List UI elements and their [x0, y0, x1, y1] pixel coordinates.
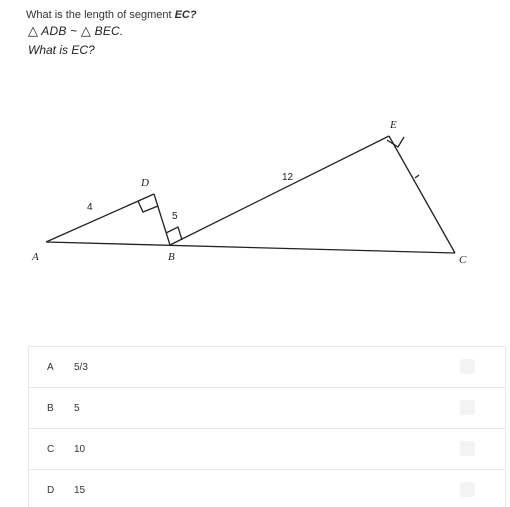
right-angle-mark-D: [138, 201, 158, 212]
question-prefix: What is the length of segment: [26, 9, 175, 21]
segment-DB: [154, 194, 170, 245]
ask-text: What is EC?: [28, 43, 95, 57]
answer-choices: [28, 346, 506, 507]
choice-checkbox[interactable]: [460, 359, 475, 374]
choice-letter: A: [47, 362, 54, 373]
left-triangle-name: ADB: [41, 24, 67, 38]
segment-EC: [389, 136, 455, 253]
choice-checkbox[interactable]: [460, 441, 475, 456]
point-label-C: C: [459, 254, 467, 266]
tick-mark-EC: [415, 175, 419, 178]
choice-value: 5/3: [74, 362, 88, 373]
choice-value: 10: [74, 444, 86, 455]
point-label-D: D: [141, 177, 149, 189]
point-label-B: B: [168, 251, 175, 263]
question-segment: EC: [174, 9, 190, 21]
choice-b[interactable]: [29, 388, 505, 429]
choice-letter: D: [47, 485, 55, 496]
choice-value: 5: [74, 403, 80, 414]
length-label-DB: 5: [172, 211, 178, 222]
choice-checkbox[interactable]: [460, 482, 475, 497]
right-angle-mark-E: [387, 137, 404, 147]
choice-checkbox[interactable]: [460, 400, 475, 415]
triangle-symbol-left: △: [28, 23, 39, 38]
choice-value: 15: [74, 485, 86, 496]
point-label-A: A: [32, 251, 39, 263]
choice-letter: C: [47, 444, 55, 455]
length-label-BE: 12: [282, 172, 294, 183]
question-suffix: ?: [189, 9, 197, 21]
segment-BE: [170, 136, 389, 245]
triangle-symbol-right: △: [80, 23, 92, 38]
choice-d[interactable]: [29, 470, 505, 507]
choice-c[interactable]: [29, 429, 505, 470]
choice-a[interactable]: [29, 347, 505, 388]
choice-letter: B: [47, 403, 54, 414]
length-label-AD: 4: [87, 202, 93, 213]
similar-symbol: ~: [70, 24, 78, 38]
right-triangle-name: BEC.: [94, 24, 124, 38]
segment-AC: [46, 242, 455, 253]
point-label-E: E: [390, 119, 397, 131]
